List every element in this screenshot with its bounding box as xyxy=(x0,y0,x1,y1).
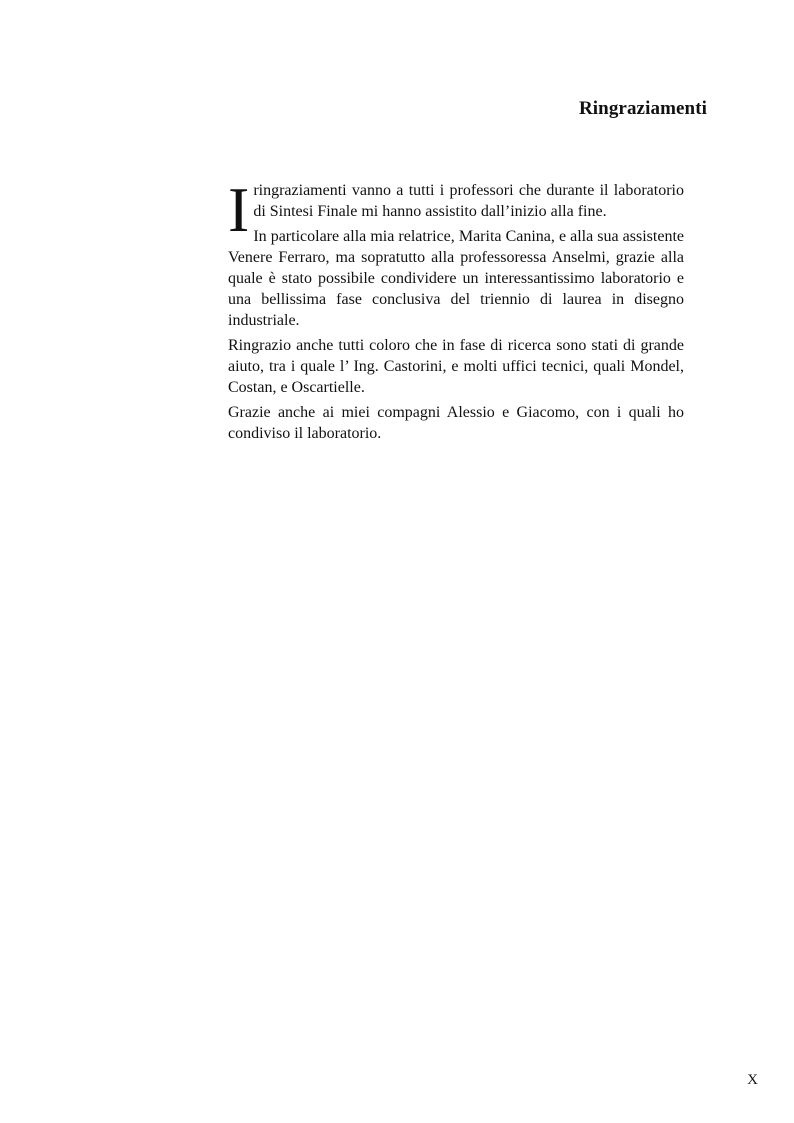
paragraph-4: Grazie anche ai miei compagni Alessio e Giacomo, con i quali ho condiviso il laboratorio. xyxy=(228,404,684,442)
paragraph-1-text: ringraziamenti vanno a tutti i professori che durante il laboratorio di Sintesi Finale mi hanno assistito dall’inizio alla fine. xyxy=(253,182,684,220)
page-number: X xyxy=(747,1072,758,1088)
paragraph-2: In particolare alla mia relatrice, Marita Canina, e alla sua assistente Venere Ferraro, ma sopratutto alla professoressa Anselmi, grazie alla quale è stato possibile condividere un interessantissimo laboratorio e una bellissima fase conclusiva del triennio di laurea in disegno industriale. xyxy=(228,228,684,329)
paragraph-3: Ringrazio anche tutti coloro che in fase di ricerca sono stati di grande aiuto, tra i quale l’ Ing. Castorini, e molti uffici tecnici, quali Mondel, Costan, e Oscartielle. xyxy=(228,337,684,396)
acknowledgements-body xyxy=(228,174,684,448)
drop-cap: I xyxy=(228,174,250,245)
paragraph-1 xyxy=(228,174,684,245)
page-title: Ringraziamenti xyxy=(578,98,707,119)
